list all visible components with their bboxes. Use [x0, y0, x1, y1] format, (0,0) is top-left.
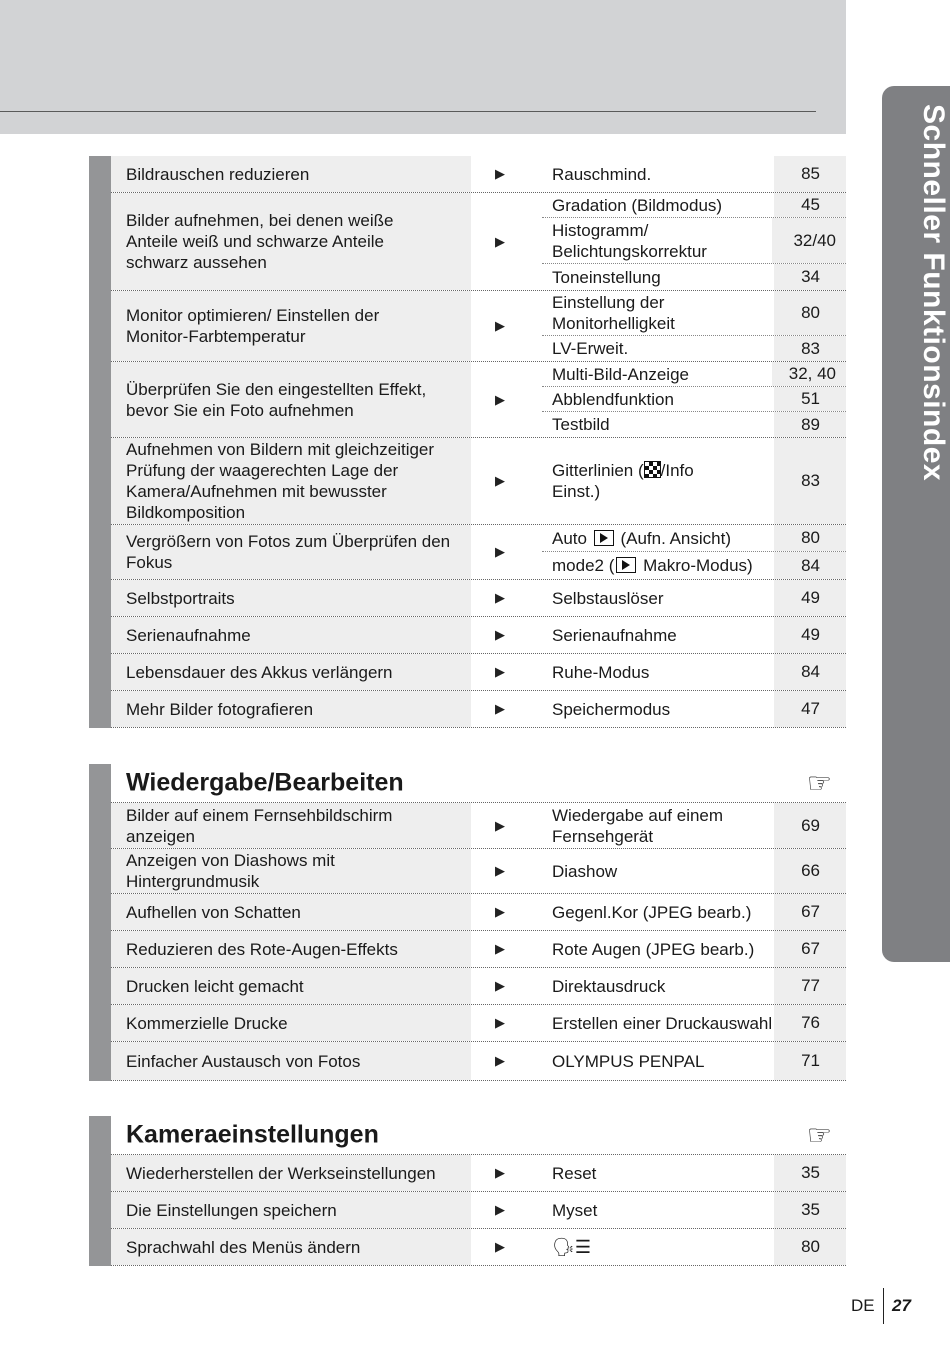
row-description: Bilder aufnehmen, bei denen weiße Anteile weiß und schwarze Anteile schwarz aussehen	[111, 193, 471, 290]
function-entry: Erstellen einer Druckauswahl 76	[542, 1005, 846, 1041]
function-entry: Ruhe-Modus 84	[542, 654, 846, 690]
table-row	[111, 931, 846, 968]
function-entry: Direktausdruck 77	[542, 968, 846, 1004]
row-description: Vergrößern von Fotos zum Überprüfen den Fokus	[111, 525, 471, 579]
function-entry	[542, 1229, 846, 1265]
row-description: Mehr Bilder fotografieren	[111, 691, 471, 727]
table-row	[111, 617, 846, 654]
pointing-hand-icon: ☞	[806, 767, 832, 799]
arrow-right-icon: ▶	[495, 941, 505, 956]
function-entry: Auto (Aufn. Ansicht) 80	[542, 525, 846, 552]
function-entry: Gradation (Bildmodus) 45	[542, 193, 846, 218]
table-row	[111, 1005, 846, 1042]
table-row	[111, 525, 846, 580]
row-description: Serienaufnahme	[111, 617, 471, 653]
row-description: Reduzieren des Rote-Augen-Effekts	[111, 931, 471, 967]
side-tab-label: Schneller Funktionsindex	[917, 104, 950, 482]
table-row	[111, 1192, 846, 1229]
row-description: Sprachwahl des Menüs ändern	[111, 1229, 471, 1265]
row-description: Wiederherstellen der Werkseinstellungen	[111, 1155, 471, 1191]
page-number: 35	[774, 1192, 846, 1228]
section-bar	[89, 1116, 111, 1266]
page-number: 89	[774, 412, 846, 437]
section-header	[111, 1116, 846, 1155]
header-rule	[0, 111, 816, 112]
row-description: Kommerzielle Drucke	[111, 1005, 471, 1041]
arrow-right-icon: ▶	[495, 1239, 505, 1254]
function-entry: Wiedergabe auf einem Fernsehgerät 69	[542, 803, 846, 848]
table-row	[111, 438, 846, 525]
function-entry: Diashow 66	[542, 849, 846, 893]
function-entry: mode2 ( Makro-Modus) 84	[542, 552, 846, 579]
function-entry: Speichermodus 47	[542, 691, 846, 727]
page-number: 69	[774, 803, 846, 848]
row-description: Aufnehmen von Bildern mit gleichzeitiger Prüfung der waagerechten Lage der Kamera/Aufnehmen mit bewusster Bildkomposition	[111, 438, 471, 524]
page-number: 51	[774, 387, 846, 411]
playback-section	[89, 764, 846, 1081]
arrow-right-icon: ▶	[495, 1053, 505, 1068]
page-number: 71	[774, 1042, 846, 1080]
page-number: 47	[774, 691, 846, 727]
arrow-right-icon: ▶	[495, 166, 505, 181]
arrow-right-icon: ▶	[495, 590, 505, 605]
section-bar	[89, 764, 111, 1081]
table-row	[111, 654, 846, 691]
playback-icon	[616, 557, 636, 573]
camera-section	[89, 1116, 846, 1266]
section-title: Kameraeinstellungen	[126, 1120, 379, 1149]
row-description: Anzeigen von Diashows mit Hintergrundmusik	[111, 849, 471, 893]
page-number: 34	[774, 264, 846, 290]
function-entry: Rote Augen (JPEG bearb.) 67	[542, 931, 846, 967]
playback-icon	[594, 530, 614, 546]
table-row	[111, 580, 846, 617]
row-description: Lebensdauer des Akkus verlängern	[111, 654, 471, 690]
arrow-right-icon: ▶	[495, 544, 505, 559]
page-number: 77	[774, 968, 846, 1004]
page-number: 80	[774, 525, 846, 551]
arrow-right-icon: ▶	[495, 904, 505, 919]
row-description: Monitor optimieren/ Einstellen der Monitor-Farbtemperatur	[111, 291, 471, 361]
page-number: 83	[774, 438, 846, 524]
page-number: 35	[774, 1155, 846, 1191]
row-description: Bilder auf einem Fernsehbildschirm anzeigen	[111, 803, 471, 848]
page-number: 80	[774, 291, 846, 335]
arrow-right-icon: ▶	[495, 391, 505, 407]
function-entry: Histogramm/ Belichtungskorrektur 32/40	[542, 218, 846, 264]
row-description: Einfacher Austausch von Fotos	[111, 1042, 471, 1080]
language-menu-icon: 🗣☰	[552, 1236, 591, 1257]
function-entry: Serienaufnahme 49	[542, 617, 846, 653]
table-row	[111, 968, 846, 1005]
arrow-right-icon: ▶	[495, 473, 505, 488]
function-entry: Reset 35	[542, 1155, 846, 1191]
table-row	[111, 193, 846, 291]
section-bar	[89, 156, 111, 728]
header-band	[0, 0, 846, 134]
function-entry: OLYMPUS PENPAL 71	[542, 1042, 846, 1080]
table-row	[111, 849, 846, 894]
function-entry: Gitterlinien ( /Info Einst.) 83	[542, 438, 846, 524]
table-row	[111, 362, 846, 438]
arrow-right-icon: ▶	[495, 627, 505, 642]
shooting-section	[89, 156, 846, 728]
page-number: 49	[774, 580, 846, 616]
arrow-right-icon: ▶	[495, 1202, 505, 1217]
arrow-right-icon: ▶	[495, 817, 505, 833]
page-number: 84	[774, 552, 846, 579]
page-number: 67	[774, 894, 846, 930]
arrow-right-icon: ▶	[495, 863, 505, 878]
table-row	[111, 894, 846, 931]
arrow-right-icon: ▶	[495, 664, 505, 679]
footer-page-number: 27	[892, 1296, 911, 1315]
page-number: 80	[774, 1229, 846, 1265]
function-entry: Myset 35	[542, 1192, 846, 1228]
function-entry: LV-Erweit. 83	[542, 336, 846, 361]
page-number: 84	[774, 654, 846, 690]
pointing-hand-icon: ☞	[806, 1119, 832, 1151]
page-number: 45	[774, 193, 846, 217]
function-entry: Selbstauslöser 49	[542, 580, 846, 616]
arrow-right-icon: ▶	[495, 1165, 505, 1180]
arrow-right-icon: ▶	[495, 233, 505, 249]
row-description: Überprüfen Sie den eingestellten Effekt, bevor Sie ein Foto aufnehmen	[111, 362, 471, 437]
grid-icon	[644, 461, 661, 478]
page-number: 67	[774, 931, 846, 967]
footer-language: DE	[851, 1296, 875, 1315]
arrow-right-icon: ▶	[495, 978, 505, 993]
page-number: 49	[774, 617, 846, 653]
row-description: Bildrauschen reduzieren	[111, 156, 471, 192]
function-entry: Einstellung der Monitorhelligkeit 80	[542, 291, 846, 336]
page-number: 76	[774, 1005, 846, 1041]
table-row	[111, 1042, 846, 1081]
function-entry: Multi-Bild-Anzeige 32, 40	[542, 362, 846, 387]
function-entry: Testbild 89	[542, 412, 846, 437]
page-number: 32/40	[772, 218, 846, 263]
table-row	[111, 1155, 846, 1192]
row-description: Aufhellen von Schatten	[111, 894, 471, 930]
function-entry: Rauschmind. 85	[542, 156, 846, 192]
row-description: Selbstportraits	[111, 580, 471, 616]
table-row	[111, 156, 846, 193]
row-description: Die Einstellungen speichern	[111, 1192, 471, 1228]
function-entry: Abblendfunktion 51	[542, 387, 846, 412]
arrow-right-icon: ▶	[495, 318, 505, 333]
side-tab	[882, 86, 950, 962]
function-entry: Toneinstellung 34	[542, 264, 846, 290]
arrow-right-icon: ▶	[495, 1015, 505, 1030]
section-title: Wiedergabe/Bearbeiten	[126, 768, 404, 797]
page-number: 32, 40	[772, 362, 846, 386]
table-row	[111, 803, 846, 849]
table-row	[111, 1229, 846, 1266]
page-number: 66	[774, 849, 846, 893]
table-row	[111, 691, 846, 728]
table-row	[111, 291, 846, 362]
row-description: Drucken leicht gemacht	[111, 968, 471, 1004]
page-number: 83	[774, 336, 846, 361]
footer-divider	[883, 1288, 884, 1324]
page-number: 85	[774, 156, 846, 192]
function-entry: Gegenl.Kor (JPEG bearb.) 67	[542, 894, 846, 930]
section-header	[111, 764, 846, 803]
arrow-right-icon: ▶	[495, 701, 505, 716]
